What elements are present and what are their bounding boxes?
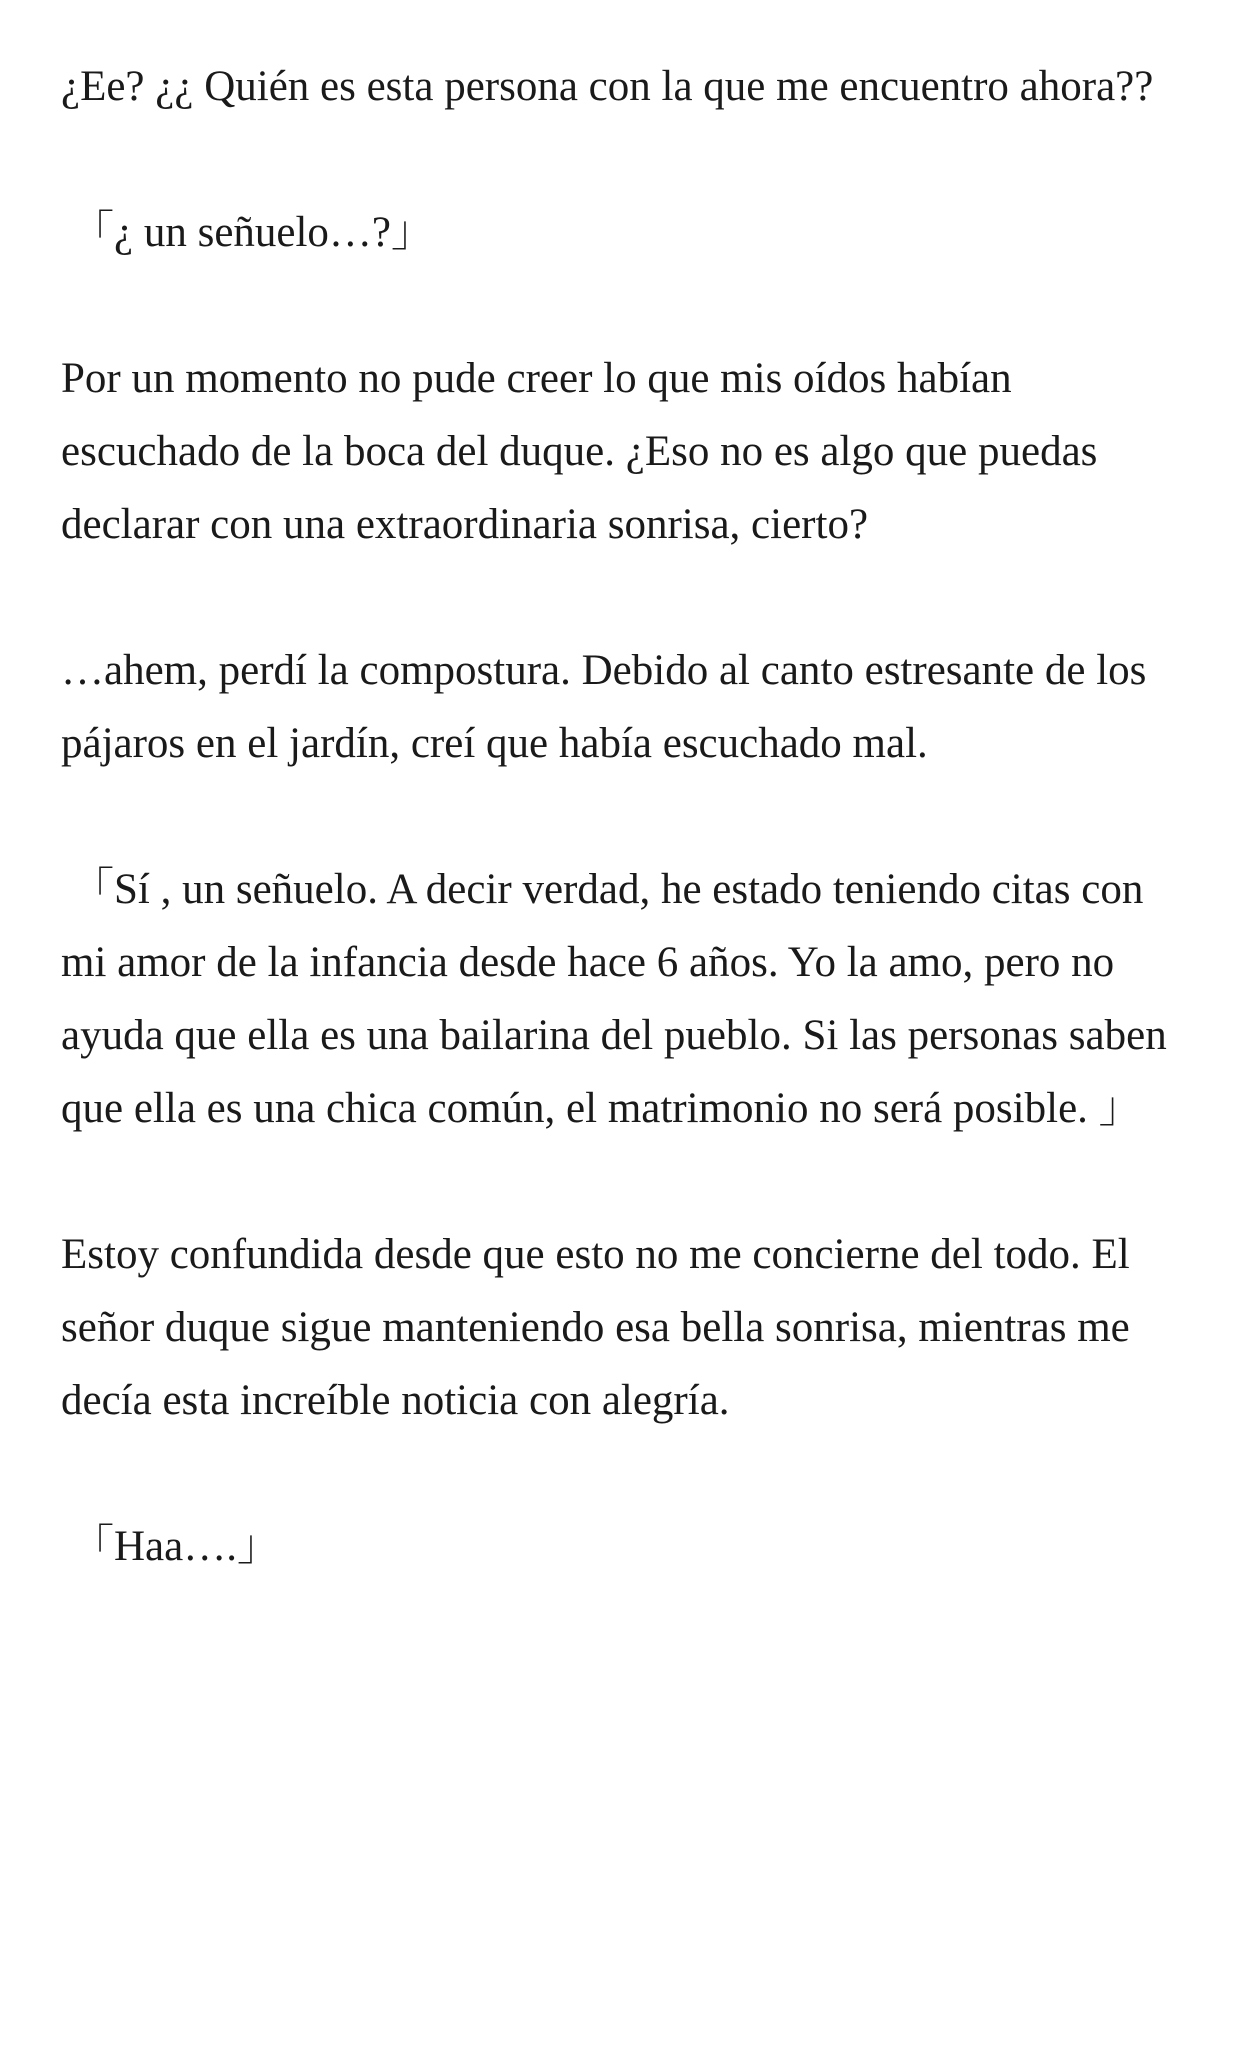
paragraph-narration: Estoy confundida desde que esto no me concierne del todo. El señor duque sigue manteniendo esa bella sonrisa, mientras me decía esta increíble noticia con alegría. [61,1231,1130,1424]
paragraph-narration: Por un momento no pude creer lo que mis oídos habían escuchado de la boca del duque. ¿Eso no es algo que puedas declarar con una extraordinaria sonrisa, cierto? [61,355,1098,548]
paragraph-dialogue: 「Sí , un señuelo. A decir verdad, he estado teniendo citas con mi amor de la infancia desde hace 6 años. Yo la amo, pero no ayuda que ella es una bailarina del pueblo. Si las personas saben que ella es una chica común, el matrimonio no será posible. 」 [61,866,1167,1132]
paragraph-dialogue: 「¿ un señuelo…?」 [71,209,435,256]
paragraph-dialogue: 「Haa….」 [71,1523,280,1570]
paragraph-narration: …ahem, perdí la compostura. Debido al canto estresante de los pájaros en el jardín, creí que había escuchado mal. [61,647,1147,767]
paragraph-narration: ¿Ee? ¿¿ Quién es esta persona con la que me encuentro ahora?? [61,63,1154,110]
